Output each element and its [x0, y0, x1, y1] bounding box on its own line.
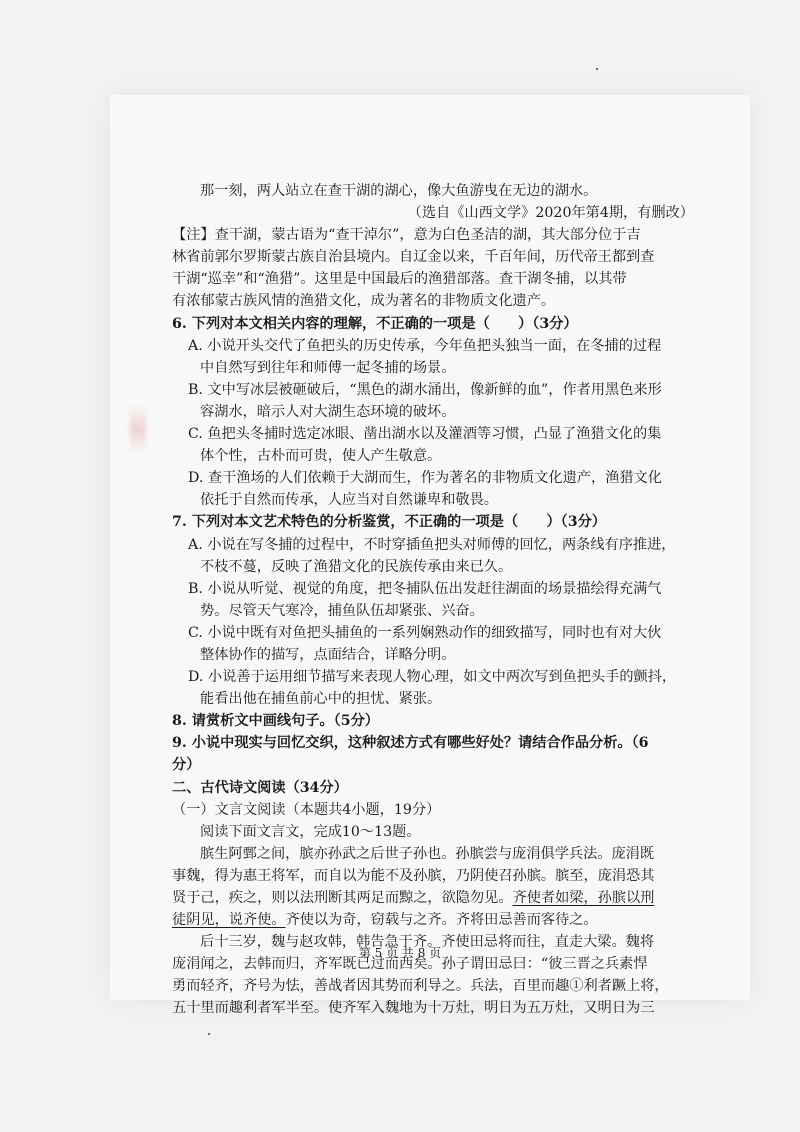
question-6 — [172, 313, 712, 512]
classical-passage — [172, 843, 712, 1020]
margin-stamp-mark — [130, 405, 146, 453]
page-content — [172, 180, 712, 1020]
passage-line: 事魏，得为惠王将军，而自以为能不及孙膑，乃阴使召孙膑。膑至，庞涓恐其 — [172, 867, 655, 884]
note-line: 【注】查干湖，蒙古语为“查干淖尔”，意为白色圣洁的湖，其大部分位于吉 — [172, 227, 641, 244]
option-d-cont: 能看出他在捕鱼前心中的担忧、紧张。 — [200, 691, 442, 708]
option-a: A. 小说开头交代了鱼把头的历史传承，今年鱼把头独当一面，在冬捕的过程 — [188, 337, 662, 354]
note-line: 林省前郭尔罗斯蒙古族自治县境内。自辽金以来，千百年间，历代帝王都到查 — [172, 249, 655, 266]
option-a: A. 小说在写冬捕的过程中，不时穿插鱼把头对师傅的回忆，两条线有序推进， — [188, 536, 676, 553]
scan-speck — [596, 68, 598, 70]
option-b-cont: 容湖水，暗示人对大湖生态环境的破坏。 — [200, 403, 456, 420]
underlined-sentence: 徒阴见，说齐使。 — [172, 912, 286, 929]
option-a-cont: 中自然写到往年和师傅一起冬捕的场景。 — [200, 359, 456, 376]
note-line: 有浓郁蒙古族风情的渔猎文化，成为著名的非物质文化遗产。 — [172, 293, 556, 310]
note-line: 干湖“巡幸”和“渔猎”。这里是中国最后的渔猎部落。查干湖冬捕，以其带 — [172, 271, 627, 288]
section-title: 二、古代诗文阅读（34分） — [172, 779, 348, 796]
passage-line: 后十三岁，魏与赵攻韩，韩告急于齐。齐使田忌将而往，直走大梁。魏将 — [200, 934, 655, 951]
reading-instruction: 阅读下面文言文，完成10～13题。 — [200, 823, 421, 840]
source-citation: （选自《山西文学》2020年第4期，有删改） — [407, 205, 694, 222]
option-d: D. 查干渔场的人们依赖于大湖而生，作为著名的非物质文化遗产，渔猎文化 — [188, 470, 662, 487]
passage-line: 五十里而趣利者军半至。使齐军入魏地为十万灶，明日为五万灶，又明日为三 — [172, 1000, 655, 1017]
page-footer: 第 5 页 共 8 页 — [358, 946, 442, 960]
option-b: B. 小说从听觉、视觉的角度，把冬捕队伍出发赶往湖面的场景描绘得充满气 — [188, 580, 662, 597]
option-c-cont: 体个性，古朴而可贵，使人产生敬意。 — [200, 448, 442, 465]
option-c: C. 小说中既有对鱼把头捕鱼的一系列娴熟动作的细致描写，同时也有对大伙 — [188, 624, 662, 641]
question-9-cont: 分） — [172, 757, 201, 774]
scan-speck — [208, 1033, 210, 1035]
question-stem: 7. 下列对本文艺术特色的分析鉴赏，不正确的一项是（ ）（3分） — [172, 514, 606, 531]
underlined-sentence: 齐使者如梁，孙膑以刑 — [512, 890, 655, 906]
annotation-note — [172, 224, 712, 312]
question-9: 9. 小说中现实与回忆交织，这种叙述方式有哪些好处？请结合作品分析。（6 — [172, 735, 649, 752]
question-8: 8. 请赏析文中画线句子。（5分） — [172, 713, 379, 730]
option-a-cont: 不枝不蔓，反映了渔猎文化的民族传承由来已久。 — [200, 558, 513, 575]
option-b: B. 文中写冰层被砸破后，“黑色的湖水涌出，像新鲜的血”，作者用黑色来形 — [188, 381, 662, 398]
passage-line — [172, 909, 712, 931]
closing-line: 那一刻，两人站立在查干湖的湖心，像大鱼游曳在无边的湖水。 — [200, 183, 598, 199]
passage-line: 膑生阿鄄之间，膑亦孙武之后世子孙也。孙膑尝与庞涓俱学兵法。庞涓既 — [200, 845, 655, 862]
option-d: D. 小说善于运用细节描写来表现人物心理，如文中两次写到鱼把头手的颤抖， — [188, 669, 677, 686]
option-b-cont: 势。尽管天气寒冷，捕鱼队伍却紧张、兴奋。 — [200, 602, 484, 619]
question-stem: 6. 下列对本文相关内容的理解，不正确的一项是（ ）（3分） — [172, 315, 578, 332]
passage-text: 贤于己，疾之，则以法刑断其两足而黥之，欲隐勿见。 — [172, 890, 513, 906]
option-c-cont: 整体协作的描写，点面结合，详略分明。 — [200, 646, 456, 663]
option-d-cont: 依托于自然而传承，人应当对自然谦卑和敬畏。 — [200, 492, 498, 509]
question-7 — [172, 511, 712, 710]
passage-text: 齐使以为奇，窃载与之齐。齐将田忌善而客待之。 — [285, 912, 598, 929]
option-c: C. 鱼把头冬捕时选定冰眼、凿出湖水以及灌酒等习惯，凸显了渔猎文化的集 — [188, 426, 662, 443]
passage-line: 庞涓闻之，去韩而归，齐军既已过而西矣。孙子谓田忌曰：“彼三晋之兵素悍 — [172, 956, 648, 973]
passage-line: 勇而轻齐，齐号为怯，善战者因其势而利导之。兵法，百里而趣①利者蹶上将， — [172, 978, 669, 995]
subsection-title: （一）文言文阅读（本题共4小题，19分） — [172, 801, 441, 818]
passage-line — [172, 887, 712, 909]
